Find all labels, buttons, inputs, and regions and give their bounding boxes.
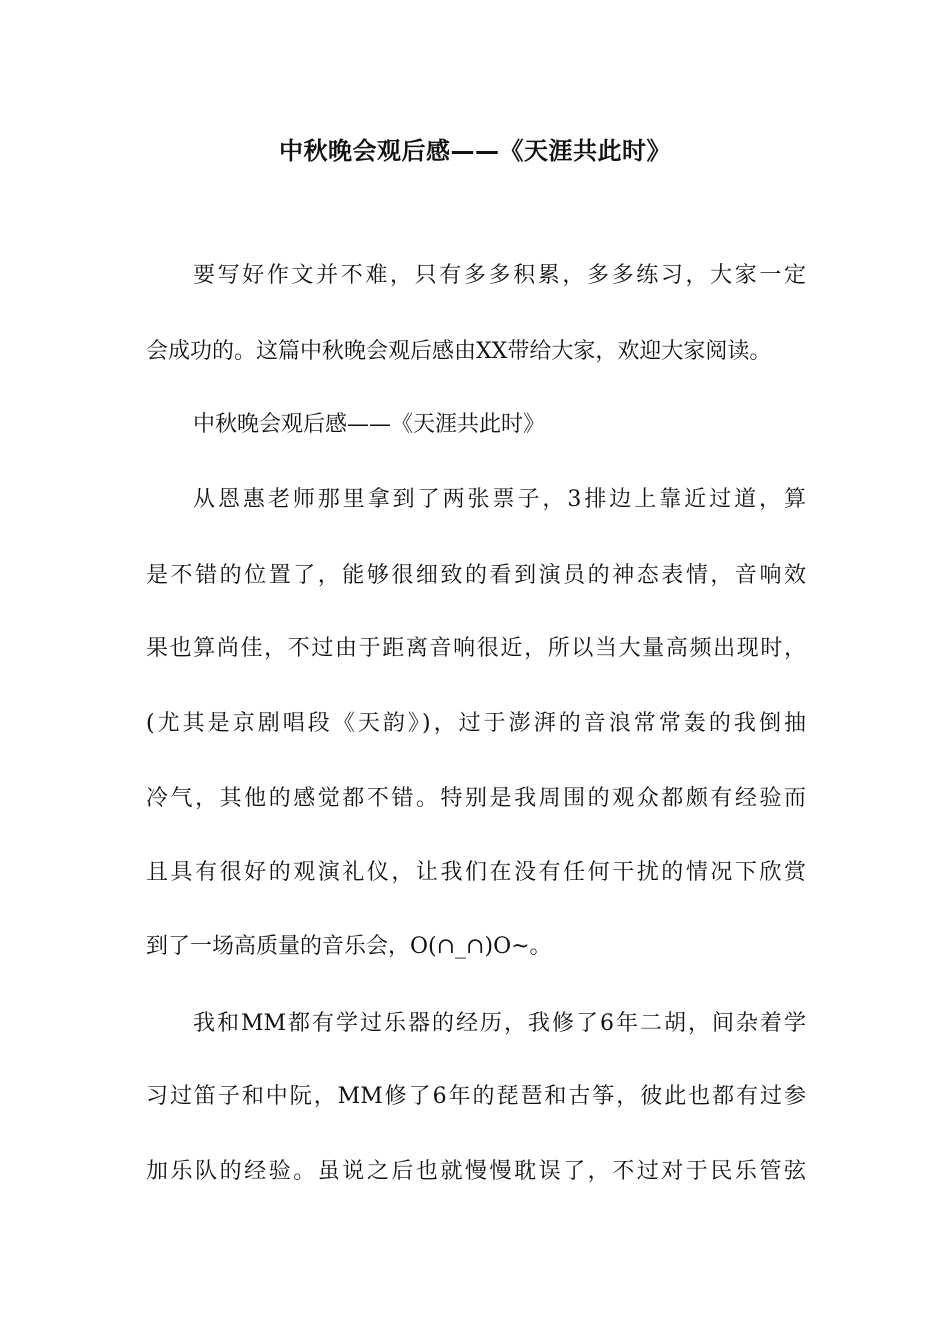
- paragraph-line: 到了一场高质量的音乐会，O(∩_∩)O~。: [146, 934, 552, 959]
- paragraph-line: 我和MM都有学过乐器的经历，我修了6年二胡，间杂着学: [193, 1011, 806, 1036]
- paragraph-line: 从恩惠老师那里拿到了两张票子，3排边上靠近过道，算: [193, 487, 806, 512]
- paragraph-line: 果也算尚佳，不过由于距离音响很近，所以当大量高频出现时，: [146, 636, 806, 661]
- document-title: 中秋晚会观后感——《天涯共此时》: [279, 137, 671, 165]
- paragraph-line: (尤其是京剧唱段《天韵》)，过于澎湃的音浪常常轰的我倒抽: [146, 711, 806, 736]
- paragraph-line: 加乐队的经验。虽说之后也就慢慢耽误了，不过对于民乐管弦: [146, 1159, 806, 1184]
- paragraph-line: 且具有很好的观演礼仪，让我们在没有任何干扰的情况下欣赏: [146, 860, 806, 885]
- paragraph-line: 中秋晚会观后感——《天涯共此时》: [193, 412, 546, 437]
- paragraph-line: 冷气，其他的感觉都不错。特别是我周围的观众都颇有经验而: [146, 786, 806, 811]
- paragraph-line: 习过笛子和中阮，MM修了6年的琵琶和古筝，彼此也都有过参: [146, 1084, 806, 1109]
- paragraph-line: 是不错的位置了，能够很细致的看到演员的神态表情，音响效: [146, 563, 806, 588]
- paragraph-line: 要写好作文并不难，只有多多积累，多多练习，大家一定: [193, 263, 806, 288]
- paragraph-line: 会成功的。这篇中秋晚会观后感由XX带给大家，欢迎大家阅读。: [146, 339, 772, 364]
